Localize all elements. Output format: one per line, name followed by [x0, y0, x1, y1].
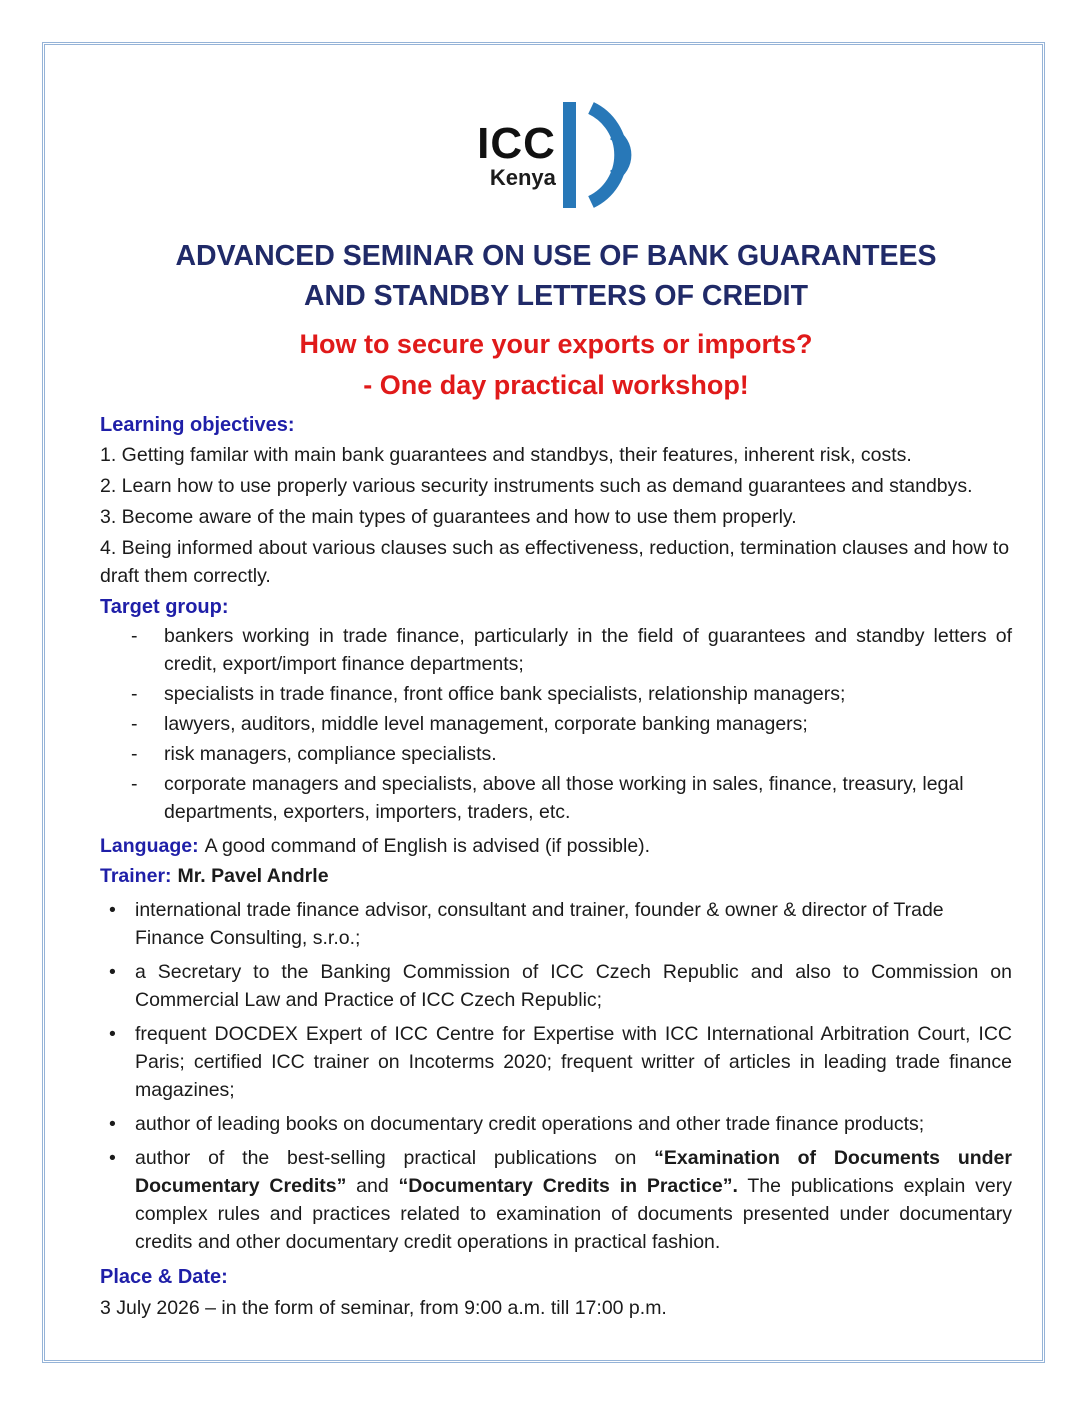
logo-icc-text: ICC	[477, 118, 556, 168]
trainer-bullet-text	[135, 1144, 1012, 1256]
trainer-line	[100, 862, 1012, 890]
learning-objective-2: 2. Learn how to use properly various security instruments such as demand guarantees and standbys.	[100, 475, 973, 497]
trainer-bullet-text: a Secretary to the Banking Commission of ICC Czech Republic and also to Commission on Commercial Law and Practice of ICC Czech Republic;	[135, 961, 1012, 1011]
dash-bullet-icon: -	[131, 683, 138, 705]
target-group-item	[100, 740, 1012, 768]
language-label: Language:	[100, 835, 199, 857]
target-group-item	[100, 710, 1012, 738]
trainer-bullet-text: international trade finance advisor, consultant and trainer, founder & owner & director of Trade Finance Consulting, s.r.o.;	[135, 899, 944, 949]
trainer-bullet	[100, 896, 1012, 952]
language-line	[100, 832, 1012, 860]
document-content	[100, 0, 1012, 1322]
language-text: A good command of English is advised (if possible).	[204, 835, 651, 857]
target-group-item	[100, 770, 1012, 826]
dash-bullet-icon: -	[131, 743, 138, 765]
logo-text-block	[477, 118, 556, 190]
seminar-subtitle-line1: How to secure your exports or imports?	[299, 329, 813, 359]
learning-objective-3: 3. Become aware of the main types of guarantees and how to use them properly.	[100, 506, 797, 528]
logo-kenya-text: Kenya	[489, 164, 556, 190]
target-group-list	[100, 622, 1012, 826]
dot-bullet-icon: •	[109, 1113, 116, 1135]
dash-bullet-icon: -	[131, 773, 138, 795]
text-run: The publications explain very complex rules and practices related to examination of documents presented under documentary credits and other documentary credit operations in practical fashion.	[135, 1175, 1013, 1253]
learning-objective-4: 4. Being informed about various clauses such as effectiveness, reduction, termination clauses and how to draft them correctly.	[100, 537, 1010, 587]
trainer-bullet	[100, 1144, 1012, 1256]
seminar-subtitle	[100, 324, 1012, 406]
trainer-bullet	[100, 1110, 1012, 1138]
dash-bullet-icon: -	[131, 713, 138, 735]
learning-objectives-heading: Learning objectives:	[100, 414, 295, 436]
dot-bullet-icon: •	[109, 961, 116, 983]
text-run: and	[346, 1175, 399, 1197]
target-group-item	[100, 622, 1012, 678]
target-group-item-text: lawyers, auditors, middle level management, corporate banking managers;	[164, 713, 808, 735]
seminar-title-line2: AND STANDBY LETTERS OF CREDIT	[303, 280, 809, 312]
learning-objective-1: 1. Getting familar with main bank guarantees and standbys, their features, inherent risk, costs.	[100, 444, 912, 466]
target-group-item	[100, 680, 1012, 708]
target-group-item-text: specialists in trade finance, front office bank specialists, relationship managers;	[164, 683, 846, 705]
place-date-heading: Place & Date:	[100, 1266, 228, 1288]
trainer-bio-list	[100, 896, 1012, 1256]
dot-bullet-icon: •	[109, 1147, 116, 1169]
trainer-bullet	[100, 1020, 1012, 1104]
text-run-bold: “Examination of Documents under Documentary Credits”	[135, 1147, 1012, 1197]
trainer-bullet-text: author of leading books on documentary credit operations and other trade finance products;	[135, 1113, 925, 1135]
icc-sound-waves-icon	[563, 100, 635, 210]
dot-bullet-icon: •	[109, 899, 116, 921]
place-date-text: 3 July 2026 – in the form of seminar, from 9:00 a.m. till 17:00 p.m.	[100, 1297, 667, 1319]
text-run-bold: “Documentary Credits in Practice”.	[398, 1175, 738, 1197]
target-group-item-text: bankers working in trade finance, particularly in the field of guarantees and standby letters of credit, export/import finance departments;	[164, 625, 1012, 675]
trainer-bullet	[100, 958, 1012, 1014]
seminar-title	[100, 236, 1012, 316]
seminar-subtitle-line2: - One day practical workshop!	[363, 370, 749, 400]
dash-bullet-icon: -	[131, 625, 138, 647]
seminar-title-line1: ADVANCED SEMINAR ON USE OF BANK GUARANTEES	[175, 240, 937, 272]
trainer-label: Trainer:	[100, 865, 172, 887]
target-group-heading: Target group:	[100, 596, 229, 618]
dot-bullet-icon: •	[109, 1023, 116, 1045]
trainer-name: Mr. Pavel Andrle	[177, 865, 329, 887]
icc-kenya-logo	[100, 100, 1012, 210]
target-group-item-text: risk managers, compliance specialists.	[164, 743, 497, 765]
trainer-bullet-text: frequent DOCDEX Expert of ICC Centre for Expertise with ICC International Arbitration Court, ICC Paris; certified ICC trainer on Incoterms 2020; frequent writter of articles in leading trade finance magazines;	[135, 1023, 1012, 1101]
text-run: author of the best-selling practical publications on	[135, 1147, 655, 1169]
target-group-item-text: corporate managers and specialists, above all those working in sales, finance, treasury, legal departments, exporters, importers, traders, etc.	[164, 773, 964, 823]
